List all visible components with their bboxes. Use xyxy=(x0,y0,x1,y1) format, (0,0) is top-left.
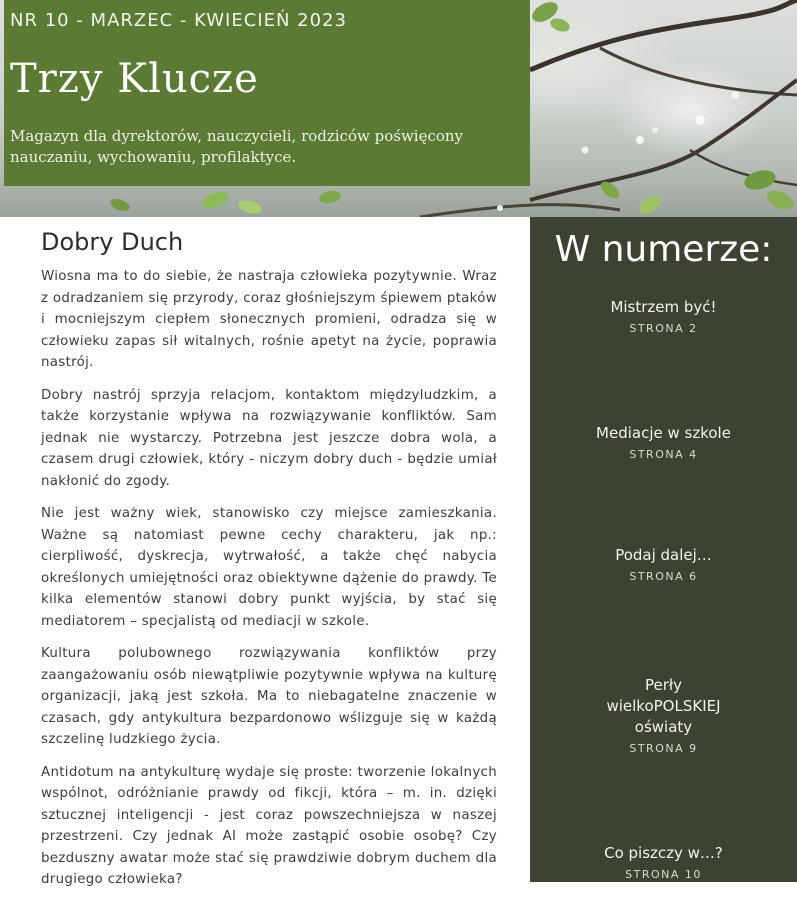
header-panel xyxy=(4,0,530,186)
toc-item-page: STRONA 6 xyxy=(629,570,698,583)
article-heading: Dobry Duch xyxy=(41,228,184,256)
article-paragraph: Nie jest ważny wiek, stanowisko czy miejsce zamieszkania. Ważne są natomiast pewne cechy charakteru, jak np.: cierpliwość, dyskrecja, wytrwałość, a także chęć nabycia określonych umiejętności oraz obiektywne dążenie do prawdy. Te kilka elementów stanowi dobry punkt wyjścia, by stać się mediatorem – specjalistą od mediacji w szkole. xyxy=(41,506,497,629)
issue-info: NR 10 - MARZEC - KWIECIEŃ 2023 xyxy=(10,10,347,31)
toc-item-page: STRONA 10 xyxy=(625,868,702,881)
toc-item-page: STRONA 9 xyxy=(629,742,698,755)
toc-item-mediacje-w-szkole[interactable] xyxy=(530,423,797,461)
article-paragraph: Kultura polubownego rozwiązywania konfliktów przy zaangażowaniu osób niewątpliwie pozytywnie wpływa na kulturę organizacji, jaką jest szkoła. Ma to niebagatelne znaczenie w czasach, gdy antykultura bezpardonowo wślizguje się w każdą szczelinę ludzkiego życia. xyxy=(41,646,497,747)
toc-item-title: Perły wielkoPOLSKIEJ oświaty xyxy=(606,676,721,736)
toc-item-perly-oswiaty[interactable] xyxy=(597,675,730,755)
toc-item-title: Mistrzem być! xyxy=(610,298,717,316)
toc-item-podaj-dalej[interactable] xyxy=(530,545,797,583)
header-photo xyxy=(0,0,797,217)
toc-item-page: STRONA 2 xyxy=(629,322,698,335)
article-paragraph: Wiosna ma to do siebie, że nastraja człowieka pozytywnie. Wraz z odradzaniem się przyrody, coraz głośniejszym śpiewem ptaków i mocniejszym ciepłem słonecznych promieni, odradza się w człowieku zapas sił witalnych, rośnie apetyt na życie, poprawia nastrój. xyxy=(41,269,497,370)
toc-item-title: Mediacje w szkole xyxy=(596,424,731,442)
toc-item-co-piszczy[interactable] xyxy=(530,843,797,881)
toc-item-mistrzem-byc[interactable] xyxy=(530,297,797,335)
magazine-title: Trzy Klucze xyxy=(10,56,259,102)
editorial-article xyxy=(41,228,497,902)
toc-item-page: STRONA 4 xyxy=(629,448,698,461)
magazine-subtitle: Magazyn dla dyrektorów, nauczycieli, rodziców poświęcony nauczaniu, wychowaniu, profilaktyce. xyxy=(10,127,464,166)
article-paragraph: Antidotum na antykulturę wydaje się proste: tworzenie lokalnych wspólnot, odróżnianie prawdy od fikcji, która – m. in. dzięki sztucznej inteligencji - jest coraz powszechniejsza w naszej przestrzeni. Czy jednak AI może zastąpić osobie osobę? Czy bezduszny awatar może stać się prawdziwie dobrym duchem dla drugiego człowieka? xyxy=(41,764,497,887)
toc-item-title: Co piszczy w…? xyxy=(604,844,723,862)
toc-item-title: Podaj dalej… xyxy=(615,546,712,564)
contents-heading: W numerze: xyxy=(554,229,773,270)
article-paragraph: Dobry nastrój sprzyja relacjom, kontaktom międzyludzkim, a także korzystanie wpływa na rozwiązywanie konfliktów. Sam jednak nie wystarczy. Potrzebna jest jeszcze dobra wola, a czasem drugi człowiek, który - niczym dobry duch - będzie umiał nakłonić do zgody. xyxy=(41,387,497,489)
contents-sidebar xyxy=(530,217,797,882)
